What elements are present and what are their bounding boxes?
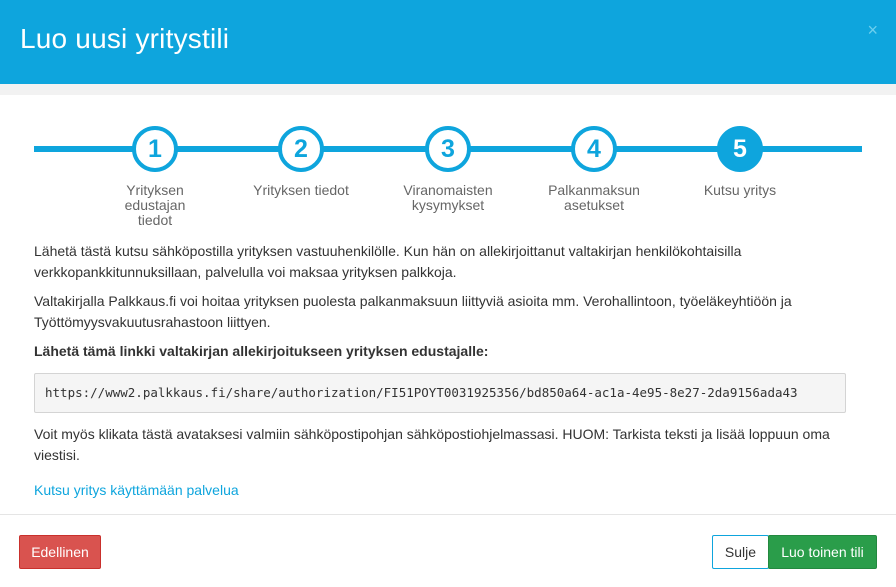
step-number: 4 xyxy=(571,126,617,172)
step-label: Yrityksen edustajan tiedot xyxy=(124,182,186,228)
share-link-field[interactable]: https://www2.palkkaus.fi/share/authorization/FI51POYT0031925356/bd850a64-ac1a-4e95-8e27-2da9156ada43 xyxy=(34,373,846,413)
step-number: 2 xyxy=(278,126,324,172)
step-2 xyxy=(241,124,361,198)
close-icon[interactable]: × xyxy=(867,20,878,40)
step-3 xyxy=(388,124,508,213)
step-number: 3 xyxy=(425,126,471,172)
dialog-body xyxy=(34,241,864,501)
intro-text: Lähetä tästä kutsu sähköpostilla yrityksen vastuuhenkilölle. Kun hän on allekirjoittanut valtakirjan henkilökohtaisilla verkkopankkitunnuksillaan, palvelulla voi maksaa yrityksen palkkoja. xyxy=(34,243,742,280)
header-divider xyxy=(0,84,896,95)
step-1 xyxy=(95,124,215,228)
dialog-header xyxy=(0,0,896,84)
step-5 xyxy=(680,124,800,198)
previous-button[interactable]: Edellinen xyxy=(19,535,101,569)
authorization-text: Valtakirjalla Palkkaus.fi voi hoitaa yrityksen puolesta palkanmaksuun liittyviä asioita mm. Verohallintoon, työeläkeyhtiöön ja Työttömyysvakuutusrahastoon liittyen. xyxy=(34,293,792,330)
step-label: Viranomaisten kysymykset xyxy=(403,182,493,213)
step-label: Palkanmaksun asetukset xyxy=(548,182,640,213)
step-label: Kutsu yritys xyxy=(703,182,777,198)
close-button[interactable]: Sulje xyxy=(712,535,769,569)
invite-company-link[interactable]: Kutsu yritys käyttämään palvelua xyxy=(34,482,239,498)
email-hint-text: Voit myös klikata tästä avataksesi valmiin sähköpostipohjan sähköpostiohjelmassasi. HUOM: Tarkista teksti ja lisää loppuun oma viestisi. xyxy=(34,426,830,463)
step-label: Yrityksen tiedot xyxy=(253,182,349,198)
dialog-title: Luo uusi yritystili xyxy=(20,23,230,54)
footer-divider xyxy=(0,514,896,515)
link-heading: Lähetä tämä linkki valtakirjan allekirjoitukseen yrityksen edustajalle: xyxy=(34,343,489,359)
create-another-account-button[interactable]: Luo toinen tili xyxy=(768,535,877,569)
step-number: 5 xyxy=(717,126,763,172)
step-4 xyxy=(534,124,654,213)
step-number: 1 xyxy=(132,126,178,172)
progress-stepper xyxy=(34,124,862,228)
